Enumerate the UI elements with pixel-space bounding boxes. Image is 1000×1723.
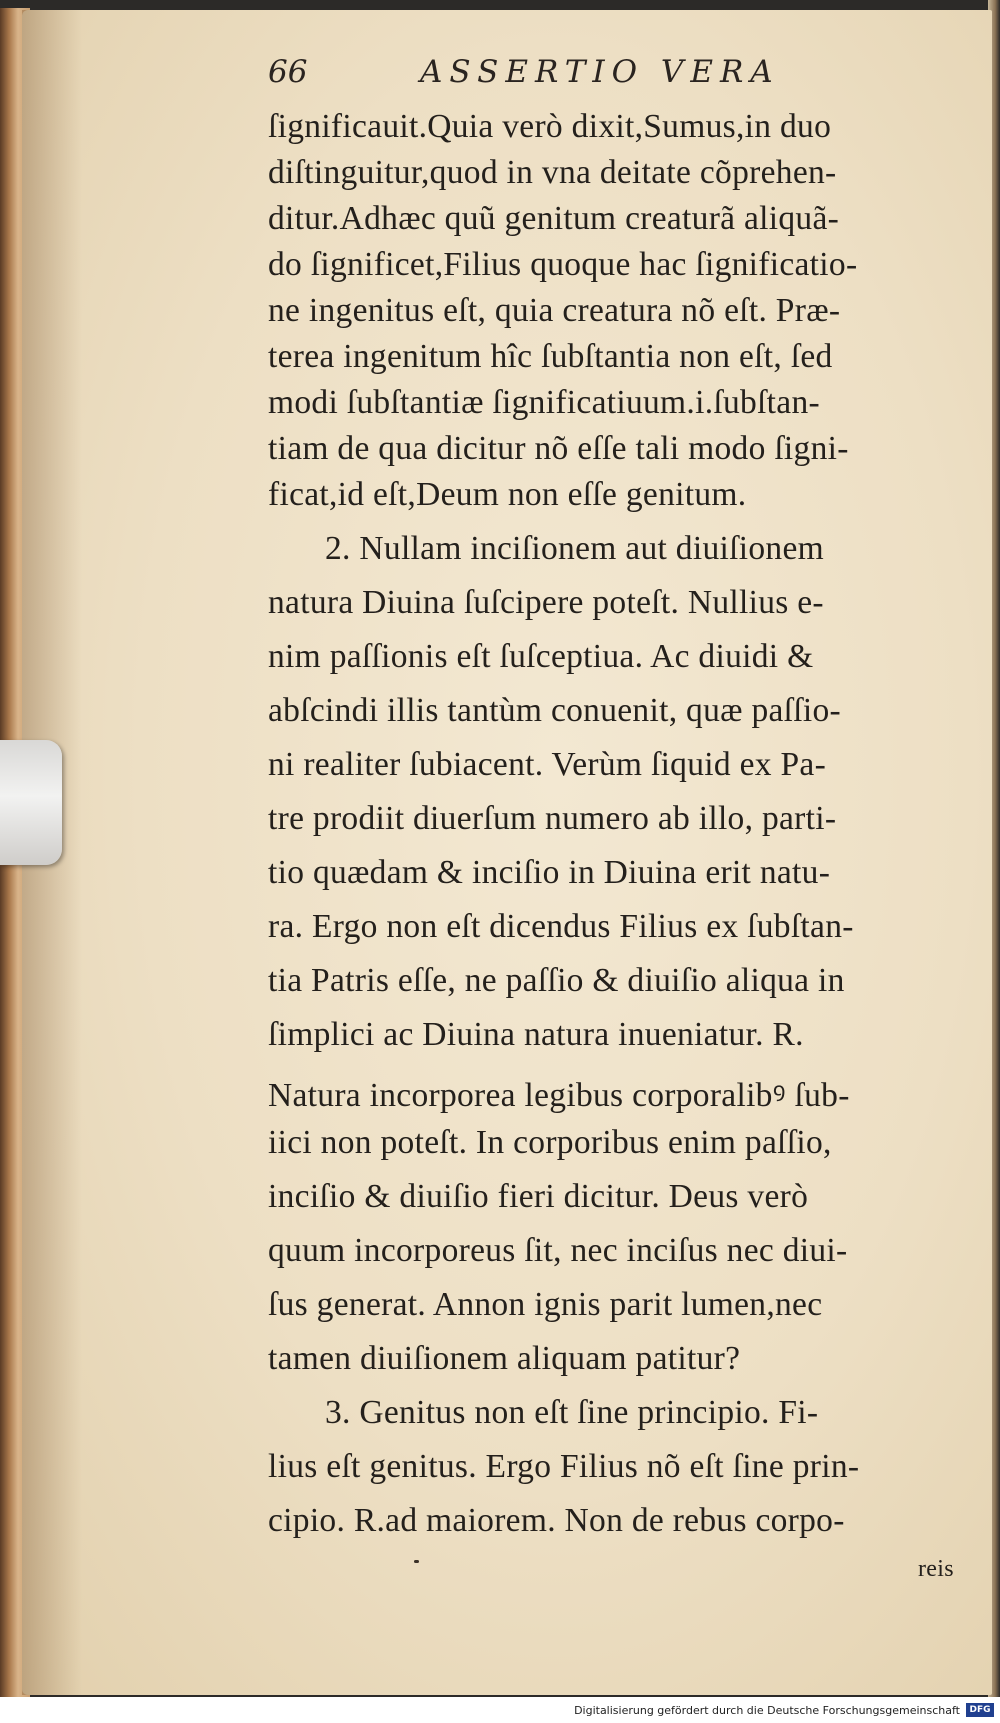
catchword: reis: [918, 1556, 954, 1582]
text-line: natura Diuina ſuſcipere poteſt. Nullius e-: [268, 584, 824, 621]
ink-speck: [414, 1560, 419, 1563]
paragraph-start-line: 2. Nullam inciſionem aut diuiſionem: [325, 530, 824, 567]
page-header: [268, 50, 868, 100]
text-line: modi ſubſtantiæ ſignificatiuum.i.ſubſtan-: [268, 384, 820, 421]
text-line: tamen diuiſionem aliquam patitur?: [268, 1340, 741, 1377]
text-line: ne ingenitus eſt, quia creatura nõ eſt. Præ-: [268, 292, 841, 329]
text-line: lius eſt genitus. Ergo Filius nõ eſt ſine prin-: [268, 1448, 860, 1485]
dfg-logo: DFG: [966, 1703, 994, 1717]
text-line: do ſignificet,Filius quoque hac ſignificatio-: [268, 246, 858, 283]
text-line: terea ingenitum hîc ſubſtantia non eſt, ſed: [268, 338, 833, 375]
digitization-credit: Digitalisierung gefördert durch die Deutsche Forschungsgemeinschaft: [574, 1704, 960, 1717]
running-head: ASSERTIO VERA: [420, 54, 780, 90]
text-line: tre prodiit diuerſum numero ab illo, parti-: [268, 800, 837, 837]
text-line: Natura incorporea legibus corporalibꝰ ſub-: [268, 1077, 850, 1114]
text-line: ditur.Adhæc quũ genitum creaturã aliquã-: [268, 200, 840, 237]
text-line: tiam de qua dicitur nõ eſſe tali modo ſigni-: [268, 430, 849, 467]
text-line: ra. Ergo non eſt dicendus Filius ex ſubſtan-: [268, 908, 854, 945]
text-line: iici non poteſt. In corporibus enim paſſio,: [268, 1124, 832, 1161]
text-line: inciſio & diuiſio fieri dicitur. Deus verò: [268, 1178, 809, 1215]
text-line: abſcindi illis tantùm conuenit, quæ paſſio-: [268, 692, 842, 729]
text-line: ficat,id eſt,Deum non eſſe genitum.: [268, 476, 747, 513]
page-clip: [0, 740, 62, 865]
text-line: ſus generat. Annon ignis parit lumen,nec: [268, 1286, 823, 1323]
text-line: ſimplici ac Diuina natura inueniatur. R.: [268, 1016, 804, 1053]
text-line: ni realiter ſubiacent. Verùm ſiquid ex Pa-: [268, 746, 827, 783]
text-line: tia Patris eſſe, ne paſſio & diuiſio aliqua in: [268, 962, 845, 999]
text-line: ſignificauit.Quia verò dixit,Sumus,in duo: [268, 108, 832, 145]
text-line: cipio. R.ad maiorem. Non de rebus corpo-: [268, 1502, 845, 1539]
text-line: quum incorporeus ſit, nec inciſus nec diui-: [268, 1232, 848, 1269]
text-line: tio quædam & inciſio in Diuina erit natu-: [268, 854, 831, 891]
paragraph-start-line: 3. Genitus non eſt ſine principio. Fi-: [325, 1394, 819, 1431]
text-line: nim paſſionis eſt ſuſceptiua. Ac diuidi &: [268, 638, 814, 675]
page-number: 66: [268, 54, 308, 90]
text-line: diſtinguitur,quod in vna deitate cõprehen-: [268, 154, 837, 191]
